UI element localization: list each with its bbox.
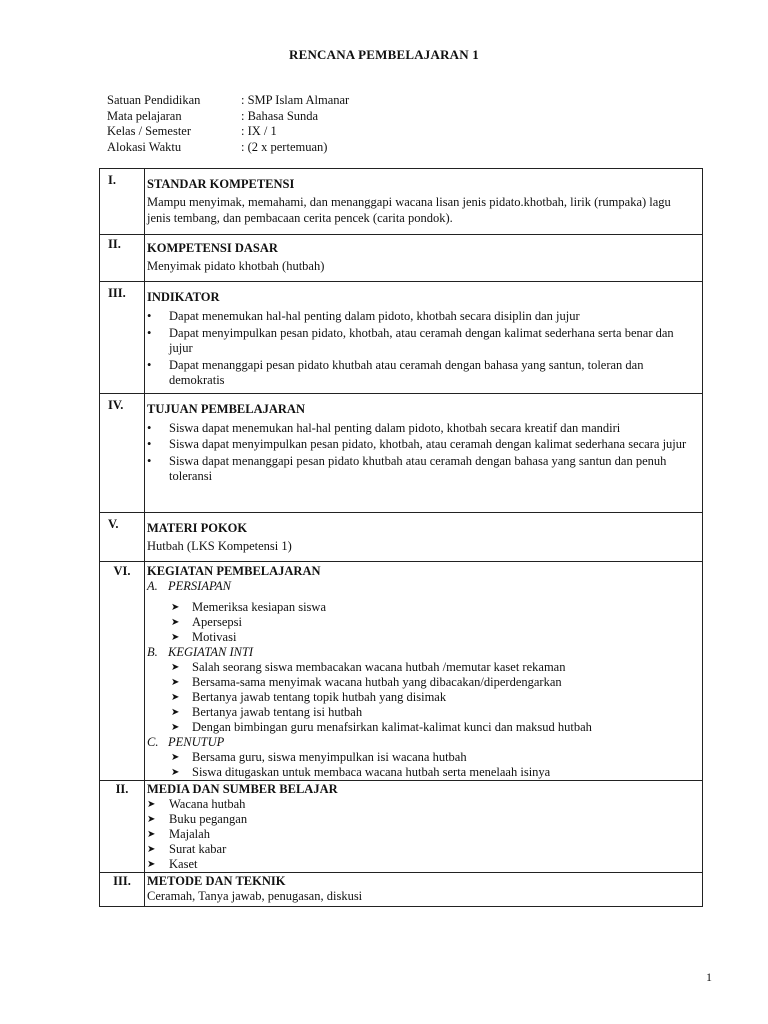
section-text: Ceramah, Tanya jawab, penugasan, diskusi	[147, 888, 363, 903]
list-item: • Dapat menanggapi pesan pidato khutbah atau ceramah dengan bahasa yang santun, toleran dan demokratis	[147, 357, 644, 387]
list-item: ➤ Surat kabar	[147, 841, 227, 856]
section-heading: MEDIA DAN SUMBER BELAJAR	[147, 781, 338, 796]
subsection-penutup: C. PENUTUP	[147, 734, 225, 749]
bullet-icon: •	[147, 325, 152, 340]
section-body	[145, 282, 703, 394]
list-item: ➤ Bertanya jawab tentang topik hutbah yang disimak	[171, 689, 447, 704]
section-number: V.	[100, 512, 145, 561]
list-item: • Siswa dapat menyimpulkan pesan pidato, khotbah, atau ceramah dengan kalimat sederhana secara jujur	[147, 437, 687, 451]
section-body	[145, 169, 703, 235]
arrow-bullet-icon: ➤	[171, 616, 180, 628]
arrow-bullet-icon: ➤	[171, 706, 180, 718]
section-heading: METODE DAN TEKNIK	[147, 873, 286, 888]
document-title: RENCANA PEMBELAJARAN 1	[288, 47, 480, 62]
arrow-bullet-icon: ➤	[147, 813, 156, 825]
section-kompetensi-dasar	[100, 235, 703, 282]
section-body	[145, 561, 703, 780]
lesson-plan-table	[99, 168, 703, 907]
page-number: 1	[706, 970, 712, 984]
section-heading: KOMPETENSI DASAR	[147, 241, 278, 255]
section-text: Mampu menyimak, memahami, dan menanggapi wacana lisan jenis pidato.khotbah, lirik (rumpaka) lagu jenis tembang, dan pembacaan cerita pencek (carita pondok).	[147, 195, 671, 225]
section-body	[145, 235, 703, 282]
section-metode-teknik	[100, 872, 703, 907]
section-number: III.	[100, 282, 145, 394]
subsection-kegiatan-inti: B. KEGIATAN INTI	[147, 644, 254, 659]
bullet-icon: •	[147, 453, 152, 468]
section-number: IV.	[100, 393, 145, 512]
bullet-icon: •	[147, 420, 152, 435]
section-number: I.	[100, 169, 145, 235]
bullet-icon: •	[147, 437, 152, 451]
arrow-bullet-icon: ➤	[171, 631, 180, 643]
meta-row-class	[107, 124, 349, 140]
section-body	[145, 780, 703, 872]
meta-label: Alokasi Waktu	[107, 139, 182, 154]
section-heading: MATERI POKOK	[147, 520, 248, 535]
meta-row-subject	[107, 109, 349, 125]
section-number: III.	[100, 872, 145, 907]
arrow-bullet-icon: ➤	[147, 828, 156, 840]
meta-value: : SMP Islam Almanar	[241, 93, 350, 107]
arrow-bullet-icon: ➤	[171, 691, 180, 703]
list-item: ➤ Motivasi	[171, 629, 237, 644]
section-number: VI.	[100, 561, 145, 780]
list-item: ➤ Memeriksa kesiapan siswa	[171, 599, 326, 614]
meta-row-time	[107, 140, 349, 156]
bullet-icon: •	[147, 309, 152, 323]
meta-label: Satuan Pendidikan	[107, 93, 201, 107]
arrow-bullet-icon: ➤	[171, 766, 180, 778]
section-heading: TUJUAN PEMBELAJARAN	[147, 401, 305, 416]
meta-label: Kelas / Semester	[107, 124, 192, 138]
section-media-sumber-belajar	[100, 780, 703, 872]
section-heading: STANDAR KOMPETENSI	[147, 177, 295, 191]
section-kegiatan-pembelajaran	[100, 561, 703, 780]
list-item: ➤ Dengan bimbingan guru menafsirkan kalimat-kalimat kunci dan maksud hutbah	[171, 719, 592, 734]
list-item: • Siswa dapat menemukan hal-hal penting dalam pidoto, khotbah secara kreatif dan mandiri	[147, 420, 621, 435]
meta-value: : (2 x pertemuan)	[241, 139, 328, 154]
section-text: Hutbah (LKS Kompetensi 1)	[147, 538, 292, 553]
bullet-icon: •	[147, 357, 152, 372]
list-item: ➤ Siswa ditugaskan untuk membaca wacana hutbah serta menelaah isinya	[171, 764, 551, 779]
section-number: II.	[100, 780, 145, 872]
arrow-bullet-icon: ➤	[171, 721, 180, 733]
section-text: Menyimak pidato khotbah (hutbah)	[147, 259, 325, 273]
list-item: ➤ Bertanya jawab tentang isi hutbah	[171, 704, 363, 719]
list-item: • Siswa dapat menanggapi pesan pidato khutbah atau ceramah dengan bahasa yang santun dan penuh toleransi	[147, 453, 667, 483]
section-tujuan-pembelajaran	[100, 393, 703, 512]
meta-label: Mata pelajaran	[107, 108, 182, 123]
section-materi-pokok	[100, 512, 703, 561]
meta-value: : IX / 1	[241, 124, 277, 138]
list-item: ➤ Bersama-sama menyimak wacana hutbah yang dibacakan/diperdengarkan	[171, 674, 562, 689]
list-item: • Dapat menyimpulkan pesan pidato, khotbah, atau ceramah dengan kalimat sederhana serta benar dan jujur	[147, 325, 674, 355]
section-indikator	[100, 282, 703, 394]
arrow-bullet-icon: ➤	[171, 601, 180, 613]
section-heading: INDIKATOR	[147, 290, 220, 304]
arrow-bullet-icon: ➤	[171, 661, 180, 673]
list-item: ➤ Majalah	[147, 826, 210, 841]
list-item: ➤ Apersepsi	[171, 614, 242, 629]
section-body	[145, 512, 703, 561]
section-heading: KEGIATAN PEMBELAJARAN	[147, 563, 321, 578]
arrow-bullet-icon: ➤	[147, 843, 156, 855]
section-body	[145, 872, 703, 907]
arrow-bullet-icon: ➤	[171, 676, 180, 688]
arrow-bullet-icon: ➤	[147, 858, 156, 870]
subsection-persiapan: A. PERSIAPAN	[147, 578, 231, 593]
arrow-bullet-icon: ➤	[147, 798, 156, 810]
meta-value: : Bahasa Sunda	[241, 108, 319, 123]
list-item: ➤ Kaset	[147, 856, 198, 871]
section-body	[145, 393, 703, 512]
meta-row-school	[107, 93, 349, 109]
list-item: • Dapat menemukan hal-hal penting dalam pidoto, khotbah secara disiplin dan jujur	[147, 309, 580, 323]
section-number: II.	[100, 235, 145, 282]
identity-block	[107, 93, 349, 155]
section-standar-kompetensi	[100, 169, 703, 235]
list-item: ➤ Bersama guru, siswa menyimpulkan isi wacana hutbah	[171, 749, 467, 764]
arrow-bullet-icon: ➤	[171, 751, 180, 763]
list-item: ➤ Salah seorang siswa membacakan wacana hutbah /memutar kaset rekaman	[171, 659, 566, 674]
list-item: ➤ Wacana hutbah	[147, 796, 246, 811]
list-item: ➤ Buku pegangan	[147, 811, 248, 826]
